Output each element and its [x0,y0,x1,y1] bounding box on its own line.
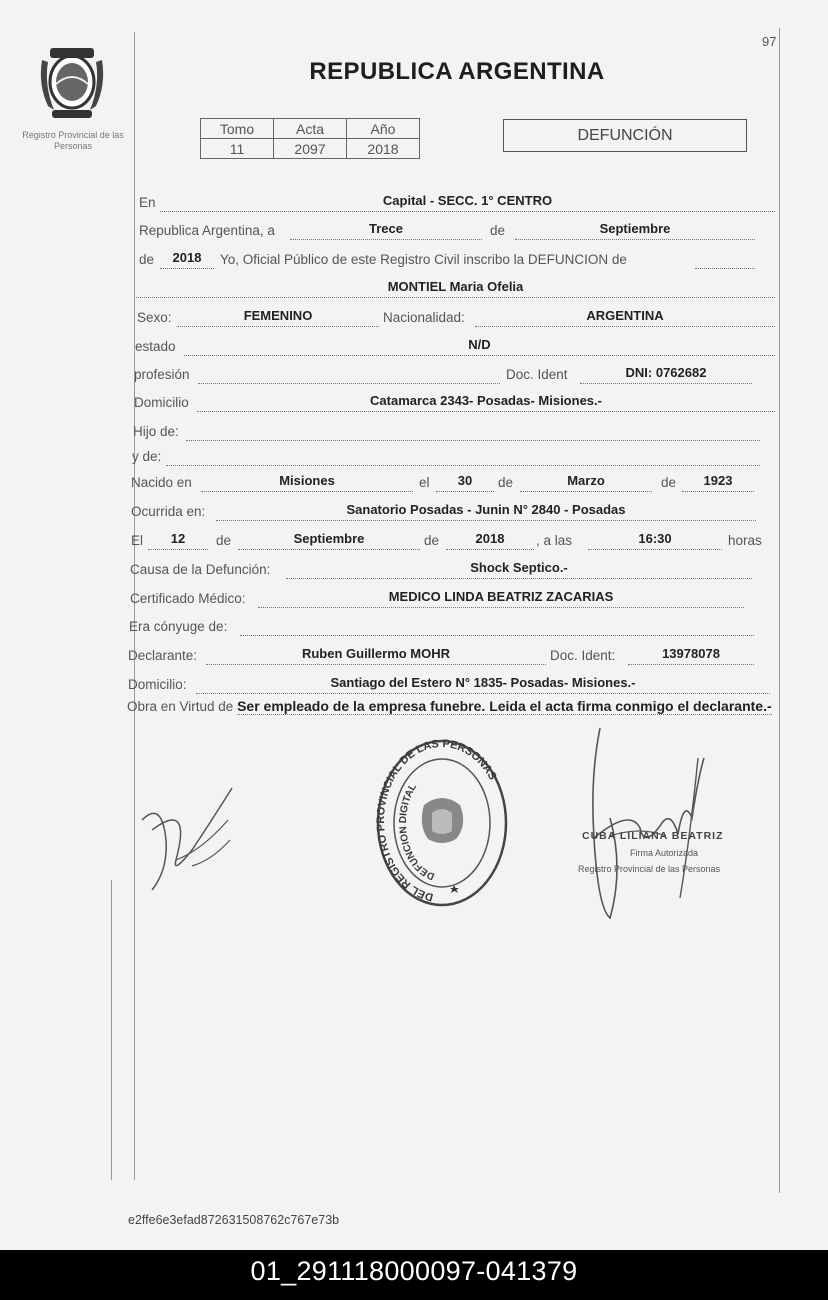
field-nacido-en [201,470,413,492]
field-domicilio [197,390,775,412]
value-nacionalidad: ARGENTINA [586,308,664,323]
label-nacido-en: Nacido en [131,475,192,490]
field-def-anio [446,528,534,550]
value-nac-anio: 1923 [703,473,733,488]
field-anio-inscripcion [160,247,214,269]
value-nacido-en: Misiones [279,473,335,488]
field-certificado [258,586,744,608]
field-causa [286,557,752,579]
value-causa: Shock Septico.- [470,560,568,575]
label-a-las: , a las [536,533,573,548]
field-nac-mes [520,470,652,492]
field-declarante [206,643,546,665]
field-domicilio-declarante [196,672,770,694]
label-declarante: Declarante: [128,648,198,663]
document-type-box: DEFUNCIÓN [503,119,747,152]
value-tomo: 11 [201,139,274,159]
value-estado: N/D [468,337,491,352]
label-de-3: de [498,475,514,490]
label-obra: Obra en Virtud de [127,699,234,714]
reference-table [200,118,420,159]
label-de-5: de [216,533,232,548]
label-en: En [139,195,156,210]
label-certificado: Certificado Médico: [130,591,246,606]
label-republica: Republica Argentina, a [139,223,275,238]
value-nac-dia: 30 [457,473,473,488]
label-de-6: de [424,533,440,548]
label-de-4: de [661,475,677,490]
officer-signature [570,718,730,928]
value-sexo: FEMENINO [243,308,313,323]
label-nacionalidad: Nacionalidad: [383,310,465,325]
label-hijo-de: Hijo de: [133,424,179,439]
field-nacionalidad [475,305,775,327]
header-acta: Acta [274,119,347,139]
reference-value-row [201,139,420,159]
seal-outer-text: DEL REGISTRO PROVINCIAL DE LAS PERSONAS [375,737,499,904]
stamp-name: CUBA LILIANA BEATRIZ [582,830,724,842]
label-domicilio-2: Domicilio: [128,677,187,692]
value-domicilio: Catamarca 2343- Posadas- Misiones.- [370,393,602,408]
label-de-1: de [490,223,506,238]
label-y-de: y de: [132,449,162,464]
value-declarante: Ruben Guillermo MOHR [301,646,451,661]
label-el-cap: El [131,533,144,548]
field-hijo-de [186,419,760,441]
value-def-anio: 2018 [475,531,505,546]
value-nac-mes: Marzo [567,473,605,488]
field-def-mes [238,528,420,550]
field-conyuge [240,614,754,636]
value-ocurrida-en: Sanatorio Posadas - Junin N° 2840 - Posadas [346,502,626,517]
stamp-line-2: Firma Autorizada [630,848,699,858]
label-sexo: Sexo: [137,310,172,325]
footer-code-bar: 01_291118000097-041379 [0,1250,828,1300]
header-tomo: Tomo [201,119,274,139]
row-obra [127,696,772,717]
field-ocurrida-en [216,499,756,521]
right-margin-line [779,28,780,1193]
value-dia-inscripcion: Trece [369,221,403,236]
value-mes-inscripcion: Septiembre [599,221,671,236]
label-estado: estado [135,339,176,354]
value-certificado: MEDICO LINDA BEATRIZ ZACARIAS [388,589,614,604]
provincial-coat-of-arms-icon [34,40,110,122]
label-conyuge: Era cónyuge de: [129,619,228,634]
inner-left-line [111,880,112,1180]
field-oficial-blank [695,247,755,269]
field-doc-ident [580,362,752,384]
value-domicilio-declarante: Santiago del Estero N° 1835- Posadas- Misiones.- [330,675,636,690]
label-ocurrida-en: Ocurrida en: [131,504,206,519]
field-def-dia [148,528,208,550]
value-declarante-doc: 13978078 [662,646,720,661]
document-hash: e2ffe6e3efad872631508762c767e73b [128,1213,340,1227]
left-margin-line [134,32,135,1180]
field-nombre [136,276,775,298]
field-estado [184,334,775,356]
field-nac-dia [436,470,494,492]
label-profesion: profesión [134,367,190,382]
value-anio-inscripcion: 2018 [172,250,202,265]
value-nombre: MONTIEL Maria Ofelia [387,279,524,294]
official-seal [372,735,512,915]
field-sexo [177,305,379,327]
field-profesion [198,362,500,384]
value-obra: Ser empleado de la empresa funebre. Leida el acta firma conmigo el declarante.- [237,698,772,714]
header-anio: Año [347,119,420,139]
value-anio: 2018 [347,139,420,159]
value-def-hora: 16:30 [638,531,672,546]
field-def-hora [588,528,722,550]
label-causa: Causa de la Defunción: [130,562,271,577]
field-y-de [166,444,760,466]
label-oficial: Yo, Oficial Público de este Registro Civil inscribo la DEFUNCION de [220,252,627,267]
document-title: REPUBLICA ARGENTINA [309,58,605,85]
field-mes-inscripcion [515,218,755,240]
stamp-line-3: Registro Provincial de las Personas [578,864,721,874]
label-horas: horas [728,533,762,548]
label-doc-ident: Doc. Ident [506,367,568,382]
field-dia-inscripcion [290,218,482,240]
label-el: el [419,475,430,490]
value-def-dia: 12 [170,531,186,546]
label-doc-ident-2: Doc. Ident: [550,648,616,663]
reference-header-row [201,119,420,139]
page-number: 97 [762,34,777,49]
field-declarante-doc [628,643,754,665]
field-lugar [160,190,775,212]
label-domicilio: Domicilio [134,395,189,410]
value-lugar: Capital - SECC. 1° CENTRO [382,193,553,208]
value-doc-ident: DNI: 0762682 [625,365,707,380]
label-de-2: de [139,252,155,267]
value-def-mes: Septiembre [293,531,365,546]
value-acta: 2097 [274,139,347,159]
field-nac-anio [682,470,754,492]
declarant-signature [132,780,242,900]
seal-inner-text: DEFUNCION DIGITAL [397,781,437,882]
logo-caption: Registro Provincial de las Personas [22,130,124,151]
